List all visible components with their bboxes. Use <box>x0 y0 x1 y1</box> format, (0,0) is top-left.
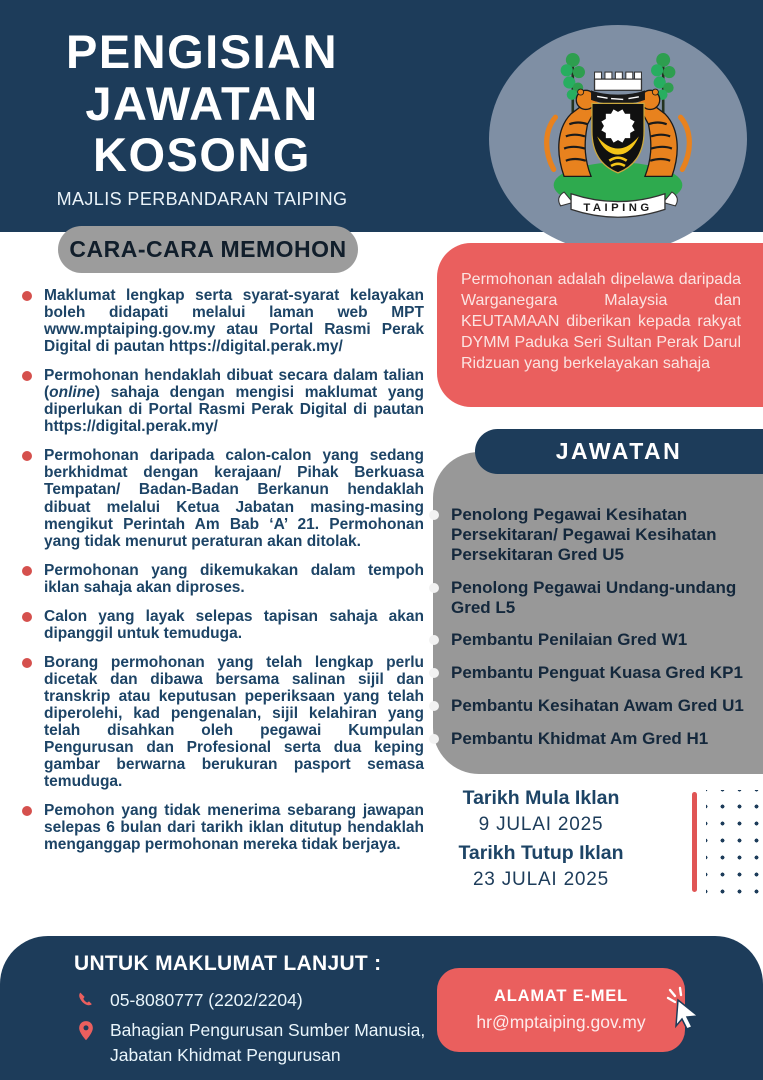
address-row <box>76 1018 425 1069</box>
email-label: ALAMAT E-MEL <box>494 987 628 1005</box>
title-line-2: JAWATAN <box>85 76 319 130</box>
instruction-text: Maklumat lengkap serta syarat-syarat kelayakan boleh didapati melalui laman web MPT www.mptaiping.gov.my atau Portal Rasmi Perak Digital di pautan https://digital.perak.my/ <box>44 287 424 356</box>
turret-icon <box>591 72 645 104</box>
poster-title <box>26 26 378 210</box>
position-text: Pembantu Penilaian Gred W1 <box>451 630 688 650</box>
instruction-text: Pemohon yang tidak menerima sebarang jawapan selepas 6 bulan dari tarikh iklan ditutup hendaklah menganggap permohonan mereka tidak berjaya. <box>44 802 424 854</box>
footer-heading: UNTUK MAKLUMAT LANJUT : <box>74 952 382 975</box>
decorative-dot-grid <box>706 790 763 894</box>
phone-icon <box>76 990 96 1010</box>
cursor-click-icon <box>660 986 704 1030</box>
list-item <box>20 367 424 435</box>
location-pin-icon <box>76 1020 96 1044</box>
start-date-value: 9 JULAI 2025 <box>478 814 604 836</box>
application-instructions-list <box>20 287 424 865</box>
list-item <box>20 447 424 549</box>
position-text: Penolong Pegawai Undang-undang Gred L5 <box>451 577 737 617</box>
taiping-crest-logo <box>489 25 747 253</box>
eligibility-notice: Permohonan adalah dipelawa daripada Warganegara Malaysia dan KEUTAMAAN diberikan kepada rakyat DYMM Paduka Seri Sultan Perak Darul Ridzuan yang berkelayakan sahaja <box>437 243 763 407</box>
instruction-text: Calon yang layak selepas tapisan sahaja akan dipanggil untuk temuduga. <box>44 607 424 642</box>
title-line-1: PENGISIAN <box>65 25 339 78</box>
shield-icon <box>592 103 644 173</box>
list-item <box>20 802 424 853</box>
list-item <box>433 729 749 749</box>
footer-band <box>0 936 763 1080</box>
cara-memohon-heading: CARA-CARA MEMOHON <box>58 226 358 273</box>
phone-row <box>76 988 303 1013</box>
jawatan-heading: JAWATAN <box>475 429 763 474</box>
instruction-text: Permohonan hendaklah dibuat secara dalam talian (online) sahaja dengan mengisi maklumat yang diperlukan di Portal Rasmi Perak Digital di pautan https://digital.perak.my/ <box>44 367 424 436</box>
close-date-value: 23 JULAI 2025 <box>472 869 610 891</box>
list-item <box>433 505 749 565</box>
address-text <box>110 1018 425 1069</box>
list-item <box>20 654 424 790</box>
sun-icon <box>601 109 634 142</box>
crest-icon <box>505 39 731 239</box>
title-line-3: KOSONG <box>93 128 311 182</box>
decorative-red-line <box>692 792 697 892</box>
instruction-text: Permohonan yang dikemukakan dalam tempoh iklan sahaja akan diproses. <box>44 561 424 596</box>
organization-name: MAJLIS PERBANDARAN TAIPING <box>56 189 348 210</box>
list-item <box>433 696 749 716</box>
close-date-label: Tarikh Tutup Iklan <box>458 841 624 864</box>
list-item <box>20 608 424 642</box>
positions-list <box>433 505 755 762</box>
address-line-1: Bahagian Pengurusan Sumber Manusia, <box>110 1020 426 1040</box>
phone-number: 05-8080777 (2202/2204) <box>110 990 303 1010</box>
list-item <box>433 630 749 650</box>
instruction-text: Borang permohonan yang telah lengkap perlu dicetak dan dibawa bersama salinan sijil dan transkrip atau keputusan peperiksaan yang telah diperolehi, kad pengenalan, sijil kelahiran yang telah disahkan oleh pegawai Kumpulan Pengurusan dan Profesional serta dua keping gambar berwarna berukuran pasport semasa temuduga. <box>44 653 424 791</box>
list-item <box>20 562 424 596</box>
instruction-text: Permohonan daripada calon-calon yang sedang berkhidmat dengan kerajaan/ Pihak Berkuasa Tempatan/ Badan-Badan Berkanun hendaklah dibuat melalui Ketua Jabatan masing-masing mengikut Perintah Am Bab ‘A’ 21. Permohonan yang tidak menurut peraturan akan ditolak. <box>44 447 424 550</box>
list-item <box>433 578 749 618</box>
position-text: Penolong Pegawai Kesihatan Persekitaran/ Pegawai Kesihatan Persekitaran Gred U5 <box>451 505 717 564</box>
email-card <box>437 968 685 1052</box>
address-line-2: Jabatan Khidmat Pengurusan <box>110 1045 341 1066</box>
start-date-label: Tarikh Mula Iklan <box>462 787 620 809</box>
position-text: Pembantu Khidmat Am Gred H1 <box>451 729 709 748</box>
email-address: hr@mptaiping.gov.my <box>476 1012 646 1032</box>
advert-dates <box>443 785 639 895</box>
list-item <box>20 287 424 355</box>
position-text: Pembantu Kesihatan Awam Gred U1 <box>451 696 744 716</box>
list-item <box>433 663 749 683</box>
ribbon-text: TAIPING <box>583 202 653 215</box>
position-text: Pembantu Penguat Kuasa Gred KP1 <box>451 663 743 683</box>
